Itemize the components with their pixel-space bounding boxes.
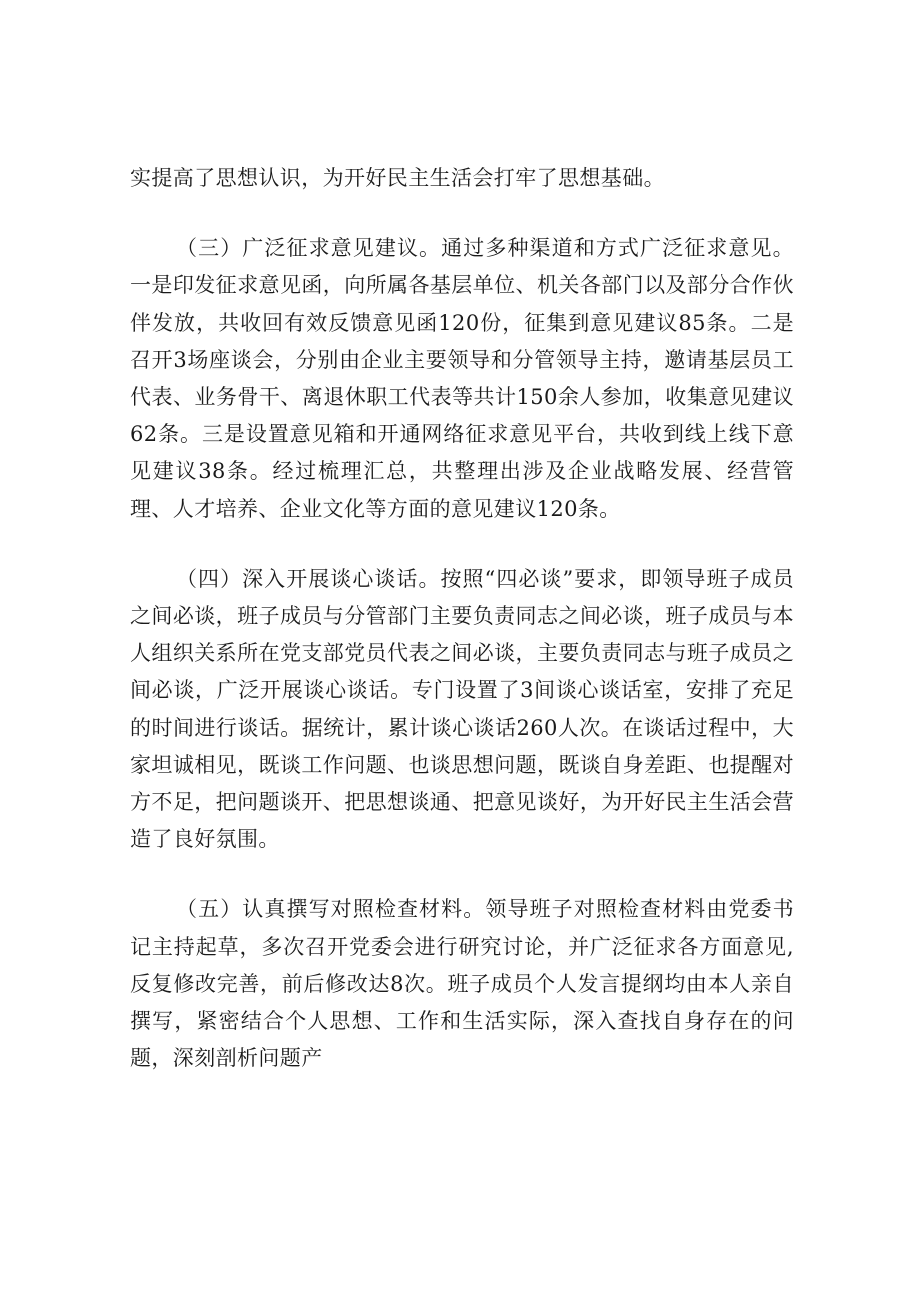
paragraph-continuation: 实提高了思想认识，为开好民主生活会打牢了思想基础。 [130,166,665,190]
paragraph-gap [130,197,794,230]
paragraph-section-3: （三）广泛征求意见建议。通过多种渠道和方式广泛征求意见。一是印发征求意见函，向所属各基层单位、机关各部门以及部分合作伙伴发放，共收回有效反馈意见函120份，征集到意见建议85条。二是召开3场座谈会，分别由企业主要领导和分管领导主持，邀请基层员工代表、业务骨干、离退休职工代表等共计150余人参加，收集意见建议62条。三是设置意见箱和开通网络征求意见平台，共收到线上线下意见建议38条。经过梳理汇总，共整理出涉及企业战略发展、经营管理、人才培养、企业文化等方面的意见建议120条。 [130,236,794,521]
paragraph-section-4: （四）深入开展谈心谈话。按照“四必谈”要求，即领导班子成员之间必谈，班子成员与分管部门主要负责同志之间必谈，班子成员与本人组织关系所在党支部党员代表之间必谈，主要负责同志与班子成员之间必谈，广泛开展谈心谈话。专门设置了3间谈心谈话室，安排了充足的时间进行谈话。据统计，累计谈心谈话260人次。在谈话过程中，大家坦诚相见，既谈工作问题、也谈思想问题，既谈自身差距、也提醒对方不足，把问题谈开、把思想谈通、把意见谈好，为开好民主生活会营造了良好氛围。 [130,566,794,852]
paragraph-gap [130,528,794,561]
paragraph-gap [130,858,794,891]
paragraph-section-5: （五）认真撰写对照检查材料。领导班子对照检查材料由党委书记主持起草，多次召开党委会进行研究讨论，并广泛征求各方面意见,反复修改完善，前后修改达8次。班子成员个人发言提纲均由本人亲自撰写，紧密结合个人思想、工作和生活实际，深入查找自身存在的问题，深刻剖析问题产 [130,897,794,1071]
body-text [130,160,794,1077]
